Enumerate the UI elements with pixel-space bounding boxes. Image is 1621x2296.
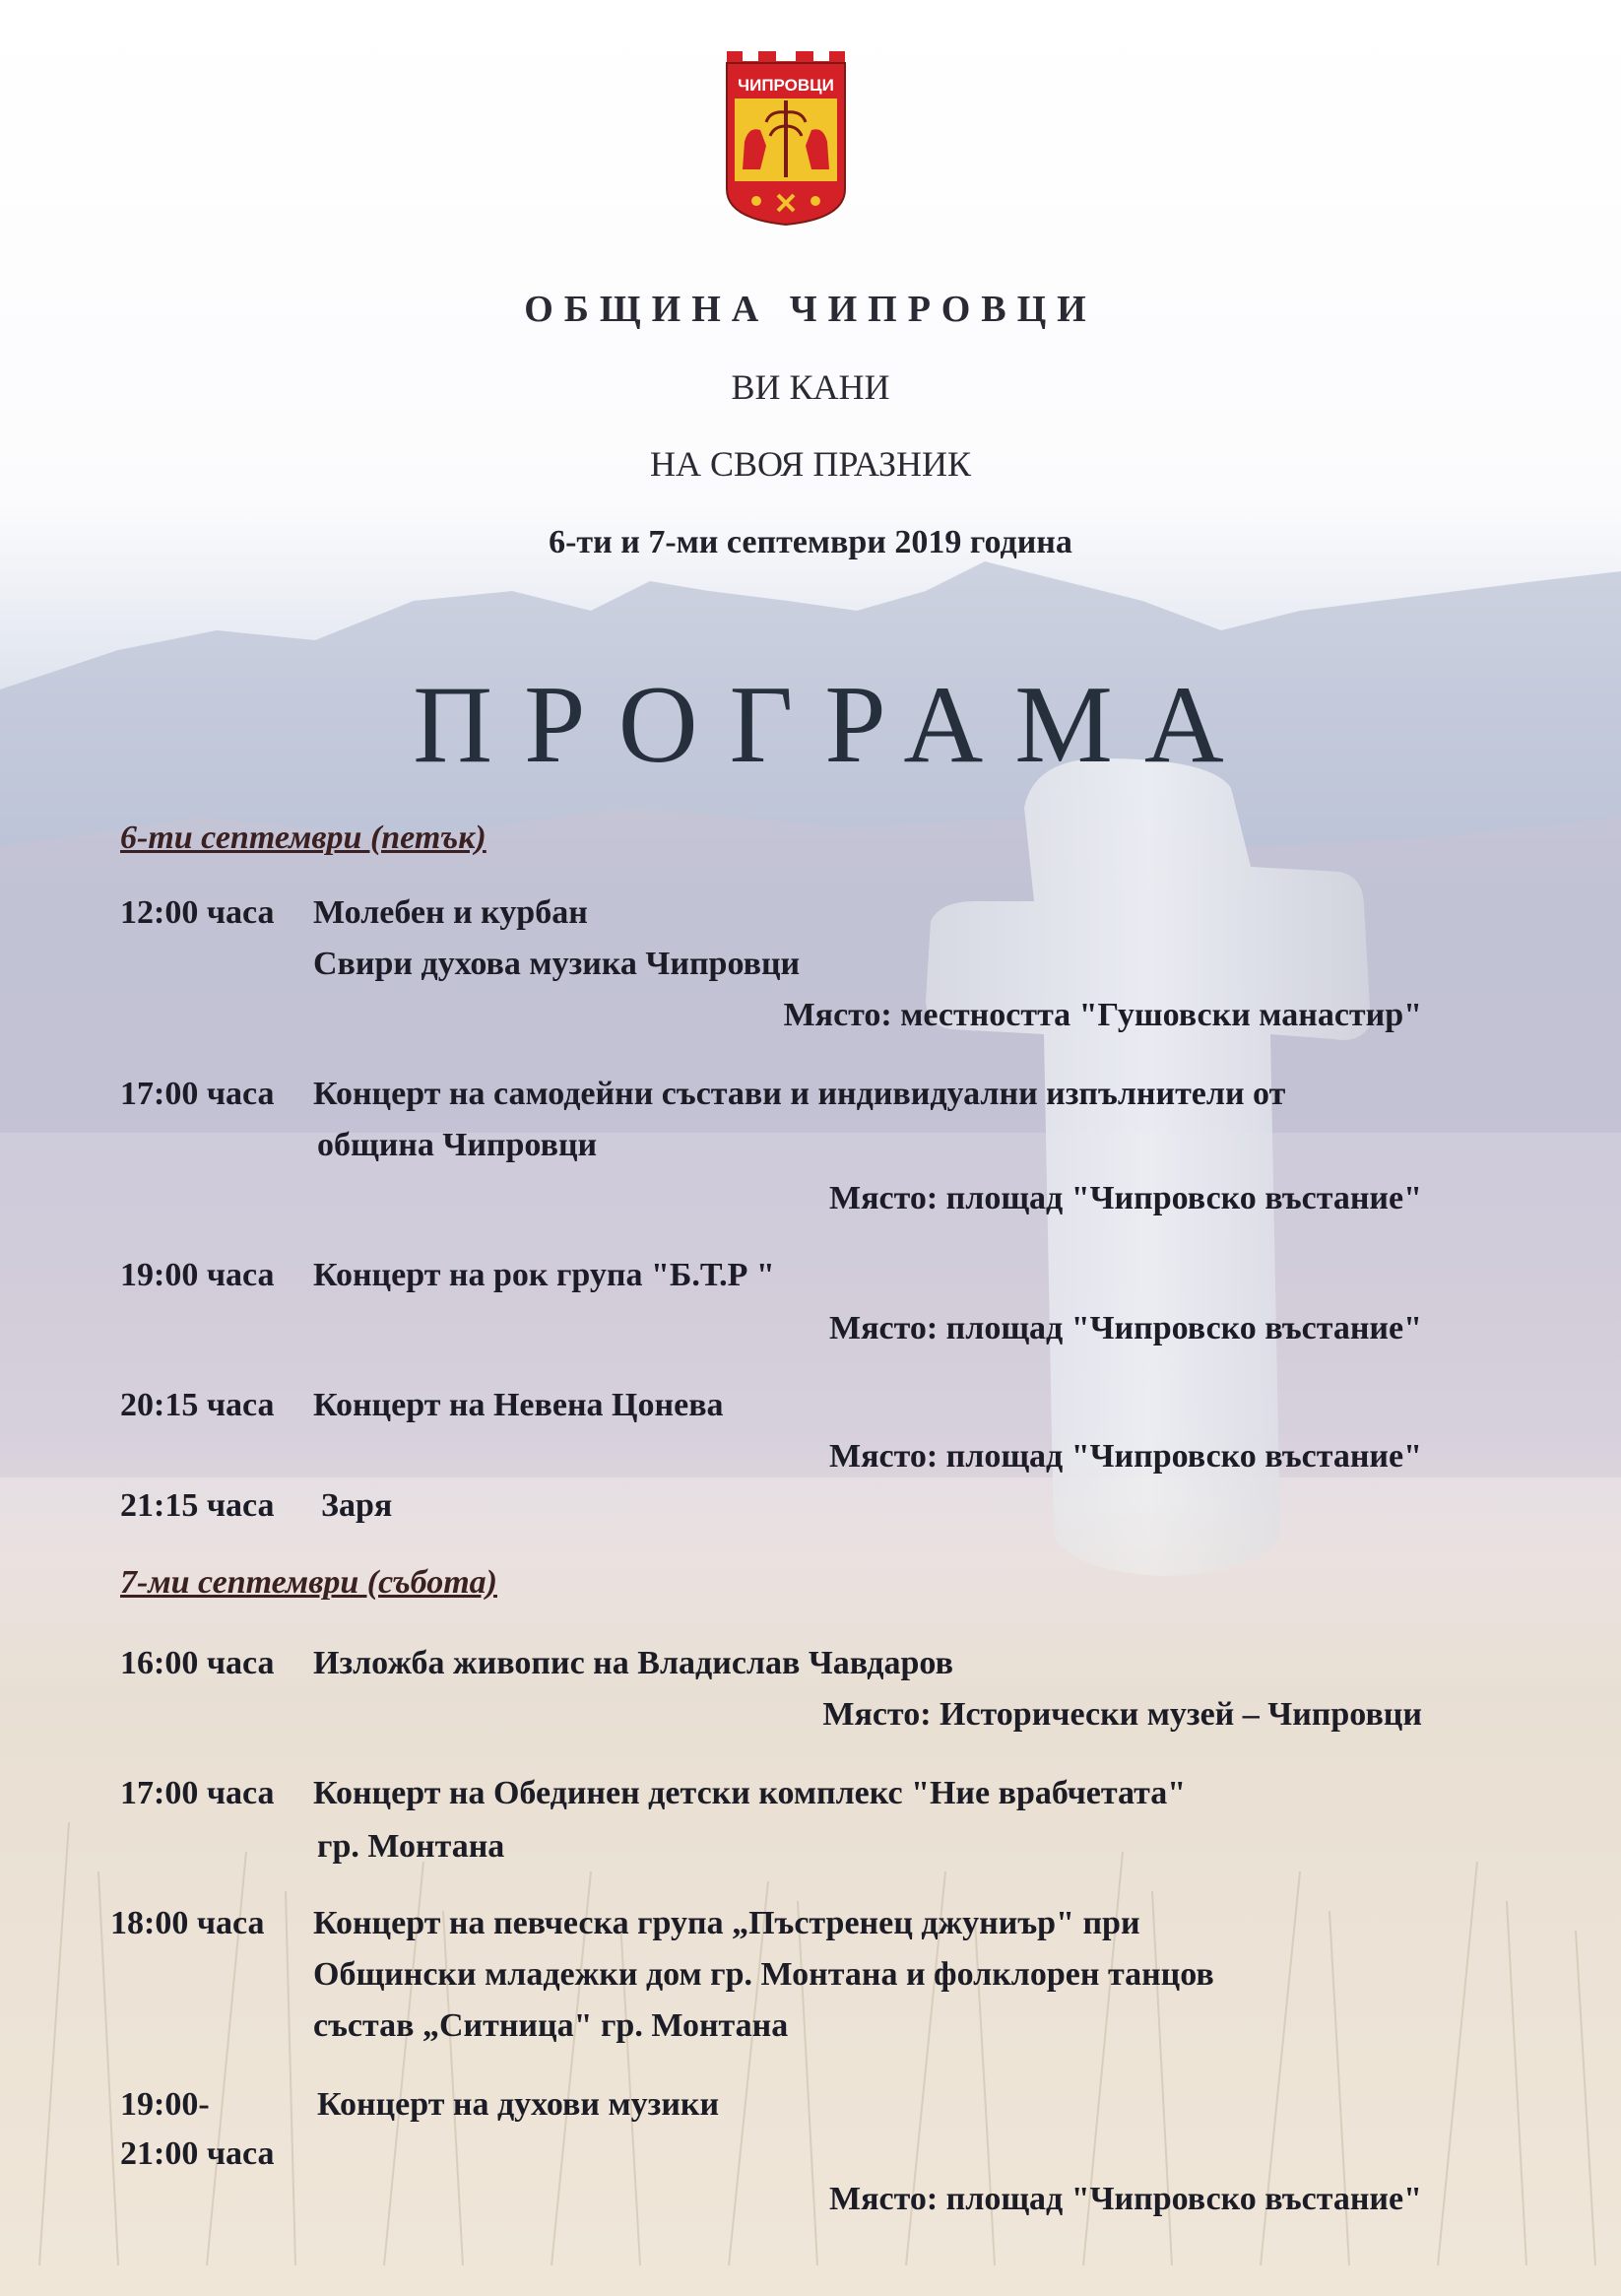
event-title: Изложба живопис на Владислав Чавдаров [313,1645,953,1681]
dates-line: 6-ти и 7-ми септември 2019 година [549,524,1072,560]
invites-line: ВИ КАНИ [731,367,890,407]
celebration-line: НА СВОЯ ПРАЗНИК [649,444,971,484]
event-title: Концерт на певческа група „Пъстренец джуниър" при [313,1905,1140,1941]
event-time: 19:00 часа [120,1257,275,1293]
event-time: 18:00 часа [110,1905,265,1941]
event-place: Място: местността "Гушовски манастир" [783,997,1422,1033]
day2-heading: 7-ми септември (събота) [120,1564,497,1601]
event-detail: Общински младежки дом гр. Монтана и фолклорен танцов [313,1956,1214,1993]
event-title: Концерт на духови музики [317,2086,720,2123]
event-place: Място: площад "Чипровско въстание" [829,2181,1422,2217]
event-time: 17:00 часа [120,1775,275,1811]
event-time: 12:00 часа [120,894,275,931]
event-time-start: 19:00- [120,2086,210,2123]
event-title: Концерт на Обединен детски комплекс "Ние врабчетата" [313,1775,1187,1811]
event-time: 21:15 часа [120,1487,275,1524]
event-title: Заря [321,1487,393,1524]
event-title: Молебен и курбан [313,894,588,931]
event-title: Концерт на рок група "Б.Т.Р " [313,1257,775,1293]
coat-of-arms-logo [721,51,851,227]
event-place: Място: площад "Чипровско въстание" [829,1310,1422,1346]
event-time: 20:15 часа [120,1387,275,1423]
event-place: Място: Исторически музей – Чипровци [822,1696,1422,1733]
event-detail: Свири духова музика Чипровци [313,946,801,982]
event-detail: гр. Монтана [317,1828,505,1865]
event-title: Концерт на Невена Цонева [313,1387,724,1423]
event-time-end: 21:00 часа [120,2135,275,2172]
municipality-name: ОБЩИНА ЧИПРОВЦИ [524,289,1097,330]
event-time: 16:00 часа [120,1645,275,1681]
event-detail: състав „Ситница" гр. Монтана [313,2007,789,2044]
svg-text:ЧИПРОВЦИ: ЧИПРОВЦИ [738,76,834,95]
event-time: 17:00 часа [120,1076,275,1112]
event-place: Място: площад "Чипровско въстание" [829,1180,1422,1216]
event-place: Място: площад "Чипровско въстание" [829,1438,1422,1475]
event-detail: община Чипровци [317,1127,598,1163]
event-title: Концерт на самодейни състави и индивидуални изпълнители от [313,1076,1286,1112]
day1-heading: 6-ти септември (петък) [120,820,486,856]
program-title: ПРОГРАМА [413,664,1256,786]
